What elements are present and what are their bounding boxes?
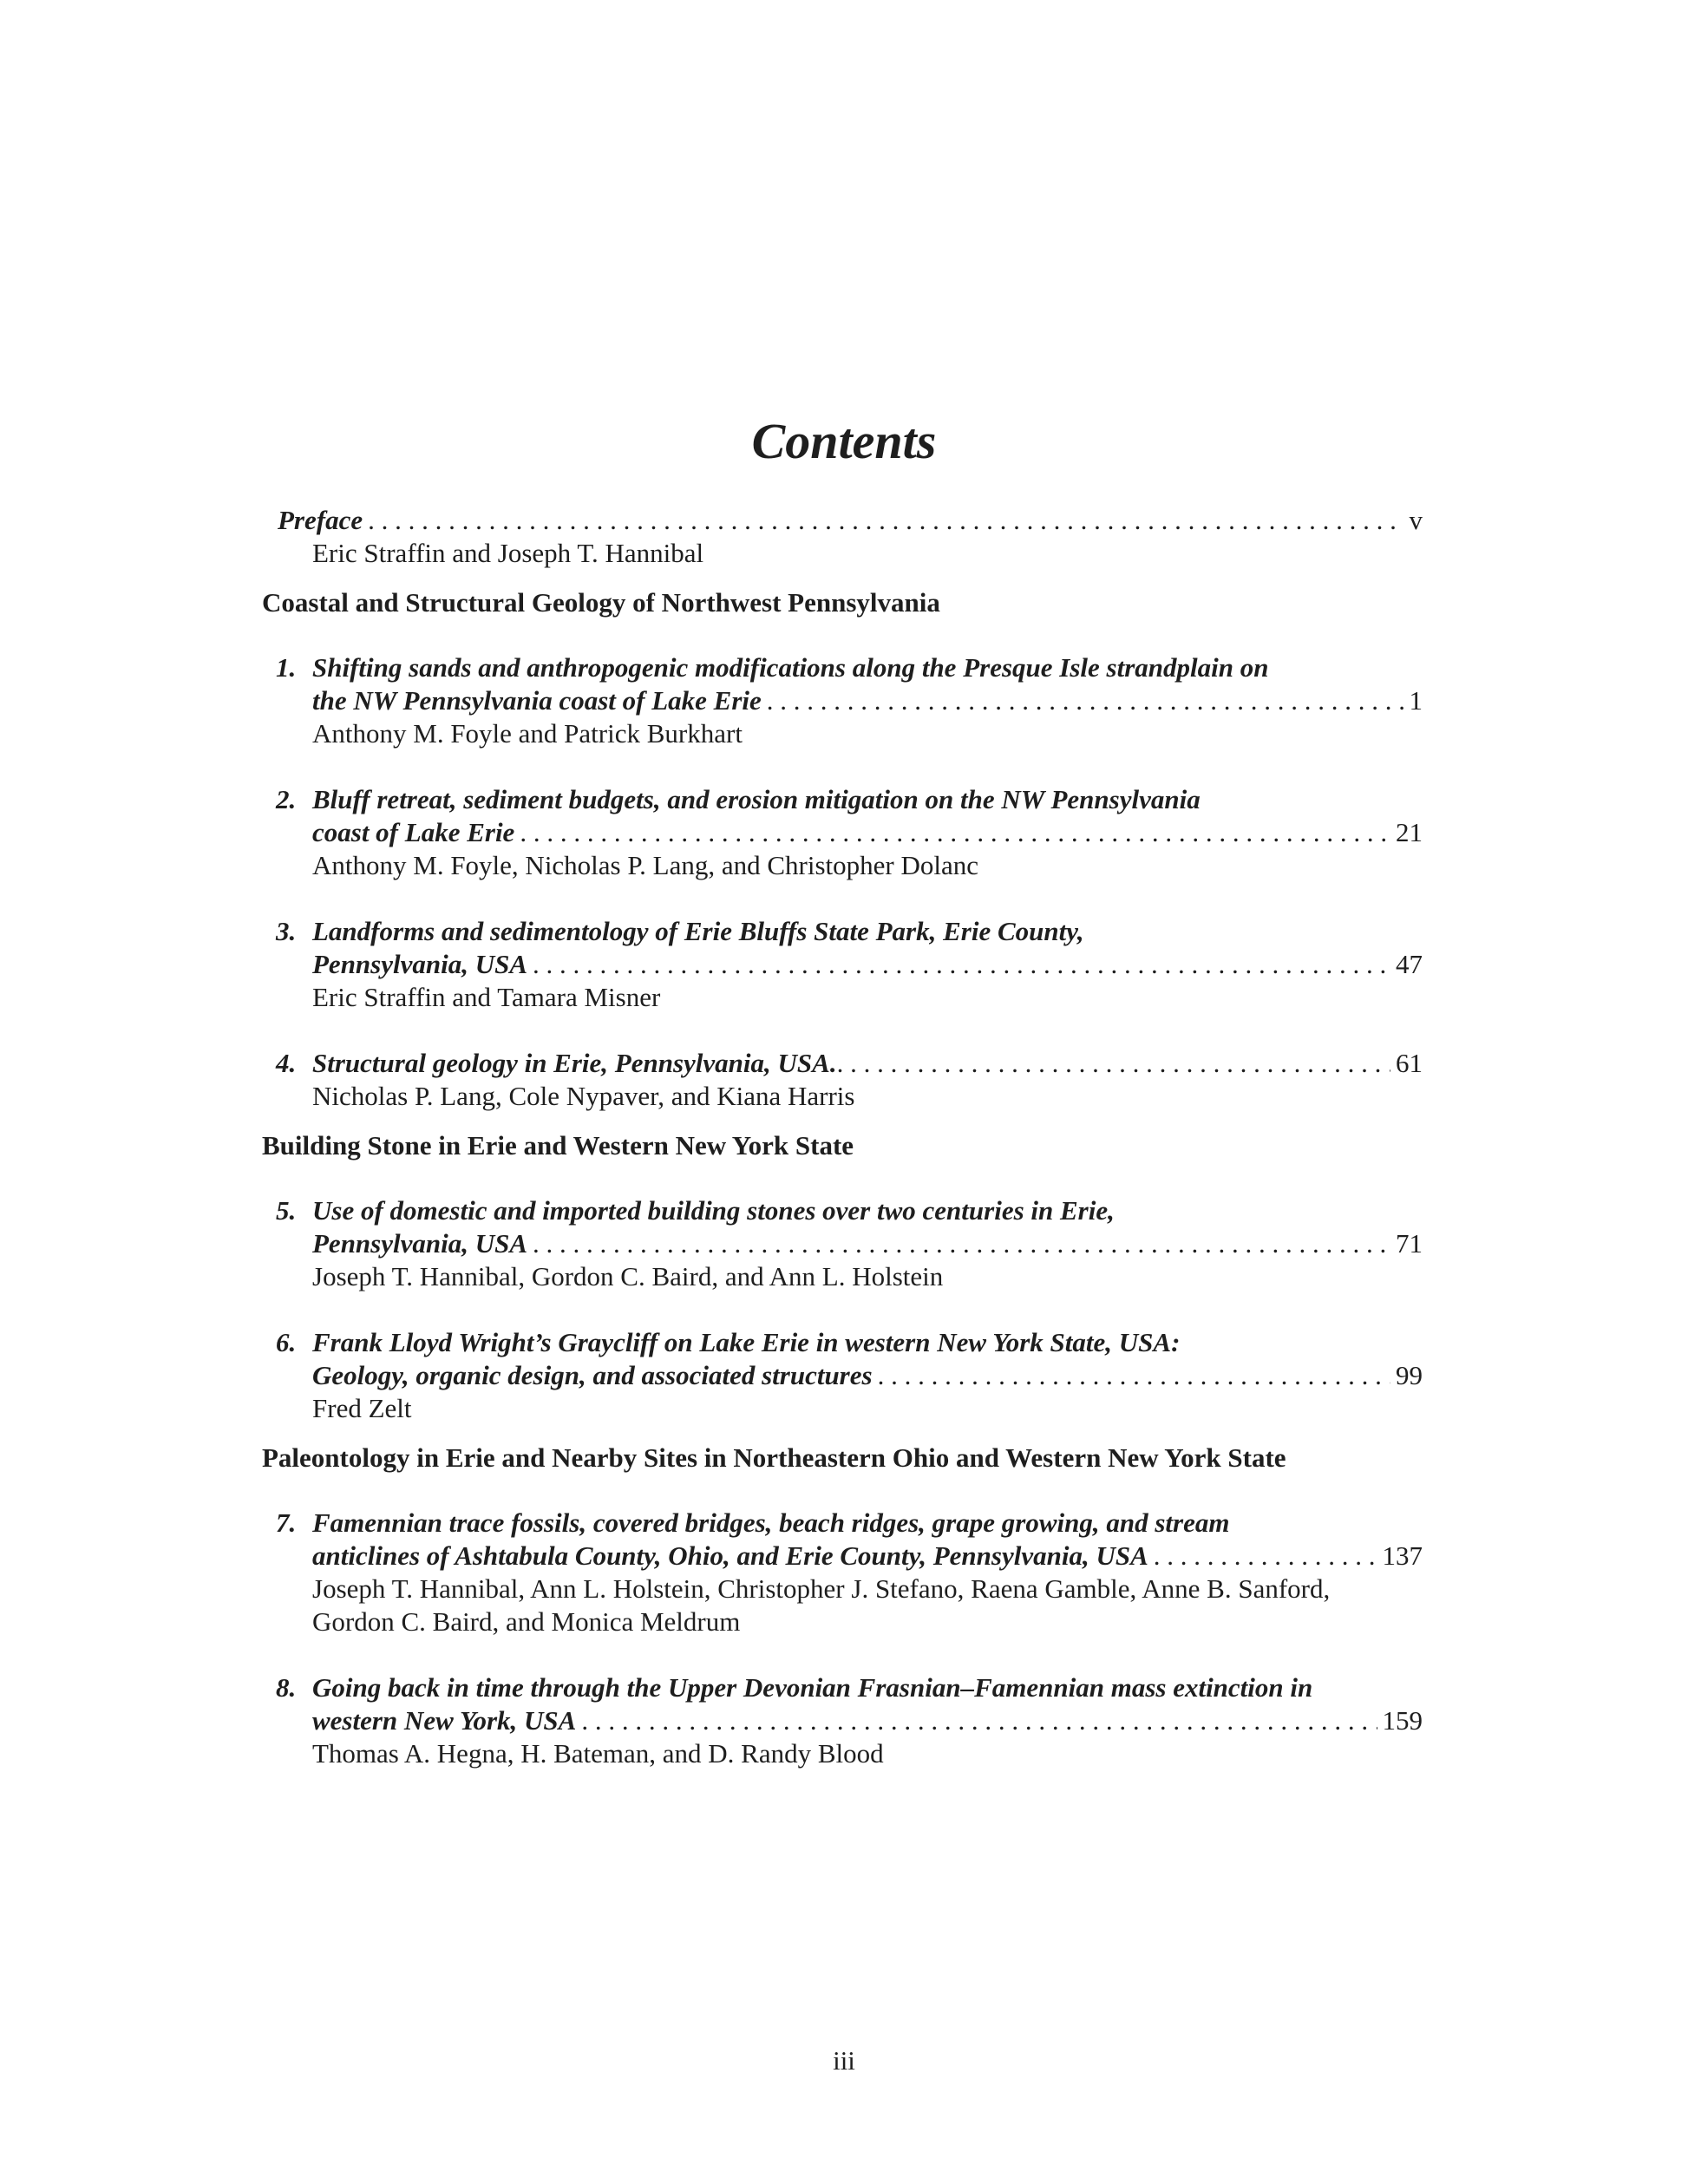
entry-authors: Nicholas P. Lang, Cole Nypaver, and Kiana Harris	[312, 1081, 855, 1111]
entry-title: Pennsylvania, USA	[312, 1228, 528, 1259]
dot-leader	[878, 1358, 1390, 1393]
entry-title: Frank Lloyd Wright’s Graycliff on Lake Erie in western New York State, USA:	[312, 1327, 1181, 1357]
dot-leader	[767, 683, 1404, 718]
dot-leader	[533, 947, 1390, 982]
section-heading: Building Stone in Erie and Western New York State	[262, 1130, 854, 1161]
entry-title: Pennsylvania, USA	[312, 949, 528, 979]
entry-authors: Gordon C. Baird, and Monica Meldrum	[312, 1606, 741, 1637]
toc-entry-7[interactable]: 7. Famennian trace fossils, covered bridges, beach ridges, grape growing, and stream	[262, 1506, 1423, 1540]
toc-entry-3[interactable]: 3. Landforms and sedimentology of Erie Bluffs State Park, Erie County,	[262, 914, 1423, 949]
entry-title: the NW Pennsylvania coast of Lake Erie	[312, 685, 762, 716]
toc-entry-5-cont[interactable]	[262, 1226, 1423, 1261]
toc-entry-8[interactable]: 8. Going back in time through the Upper Devonian Frasnian–Famennian mass extinction in	[262, 1671, 1423, 1705]
page-ref: 99	[1396, 1360, 1423, 1390]
entry-title: Preface	[278, 505, 363, 535]
entry-authors: Joseph T. Hannibal, Ann L. Holstein, Christopher J. Stefano, Raena Gamble, Anne B. Sanford,	[312, 1573, 1331, 1604]
entry-title: Famennian trace fossils, covered bridges, beach ridges, grape growing, and stream	[312, 1507, 1230, 1538]
dot-leader	[581, 1703, 1377, 1738]
page-number: iii	[833, 2045, 855, 2076]
toc-entry-preface[interactable]	[262, 503, 1423, 538]
entry-authors: Fred Zelt	[312, 1393, 412, 1423]
page-ref: 21	[1396, 817, 1423, 847]
entry-title: western New York, USA	[312, 1705, 577, 1736]
page-ref: v	[1409, 505, 1423, 535]
page-ref: 1	[1409, 685, 1423, 716]
dot-leader	[1154, 1539, 1377, 1573]
section-heading: Paleontology in Erie and Nearby Sites in Northeastern Ohio and Western New York State	[262, 1442, 1286, 1473]
toc-entry-1-cont[interactable]	[262, 683, 1423, 718]
page-ref: 71	[1396, 1228, 1423, 1259]
toc-entry-5[interactable]: 5. Use of domestic and imported building stones over two centuries in Erie,	[262, 1193, 1423, 1228]
entry-title: anticlines of Ashtabula County, Ohio, and Erie County, Pennsylvania, USA	[312, 1540, 1148, 1571]
toc-entry-2[interactable]: 2. Bluff retreat, sediment budgets, and erosion mitigation on the NW Pennsylvania	[262, 782, 1423, 817]
entry-authors: Anthony M. Foyle, Nicholas P. Lang, and Christopher Dolanc	[312, 850, 979, 880]
page-title: Contents	[751, 413, 937, 469]
entry-title: Geology, organic design, and associated structures	[312, 1360, 873, 1390]
page-ref: 137	[1382, 1540, 1423, 1571]
section-heading: Coastal and Structural Geology of Northwest Pennsylvania	[262, 587, 940, 618]
entry-authors: Thomas A. Hegna, H. Bateman, and D. Randy Blood	[312, 1738, 884, 1769]
page-ref: 47	[1396, 949, 1423, 979]
toc-entry-8-cont[interactable]	[262, 1703, 1423, 1738]
entry-title: Structural geology in Erie, Pennsylvania, USA.	[312, 1048, 837, 1078]
entry-authors: Eric Straffin and Joseph T. Hannibal	[312, 538, 704, 568]
entry-title: Shifting sands and anthropogenic modifications along the Presque Isle strandplain on	[312, 652, 1269, 683]
entry-title: Landforms and sedimentology of Erie Bluffs State Park, Erie County,	[312, 916, 1084, 946]
dot-leader	[368, 503, 1403, 538]
toc-entry-6[interactable]: 6. Frank Lloyd Wright’s Graycliff on Lake Erie in western New York State, USA:	[262, 1325, 1423, 1360]
entry-authors: Eric Straffin and Tamara Misner	[312, 982, 661, 1012]
toc-entry-3-cont[interactable]	[262, 947, 1423, 982]
entry-title: Bluff retreat, sediment budgets, and erosion mitigation on the NW Pennsylvania	[312, 784, 1201, 814]
toc-entry-2-cont[interactable]	[262, 815, 1423, 850]
entry-title: Going back in time through the Upper Devonian Frasnian–Famennian mass extinction in	[312, 1672, 1313, 1703]
entry-title: coast of Lake Erie	[312, 817, 515, 847]
entry-title: Use of domestic and imported building stones over two centuries in Erie,	[312, 1195, 1115, 1226]
entry-authors: Anthony M. Foyle and Patrick Burkhart	[312, 718, 743, 749]
page-ref: 159	[1382, 1705, 1423, 1736]
toc-entry-6-cont[interactable]	[262, 1358, 1423, 1393]
dot-leader	[533, 1226, 1390, 1261]
dot-leader	[837, 1046, 1390, 1081]
entry-authors: Joseph T. Hannibal, Gordon C. Baird, and Ann L. Holstein	[312, 1261, 944, 1291]
page-ref: 61	[1396, 1048, 1423, 1078]
dot-leader	[520, 815, 1390, 850]
toc-entry-1[interactable]: 1. Shifting sands and anthropogenic modifications along the Presque Isle strandplain on	[262, 651, 1423, 685]
toc-entry-4[interactable]: 4. Structural geology in Erie, Pennsylvania, USA. . . . 61	[262, 1046, 1423, 1081]
toc-entry-7-cont[interactable]	[262, 1539, 1423, 1573]
